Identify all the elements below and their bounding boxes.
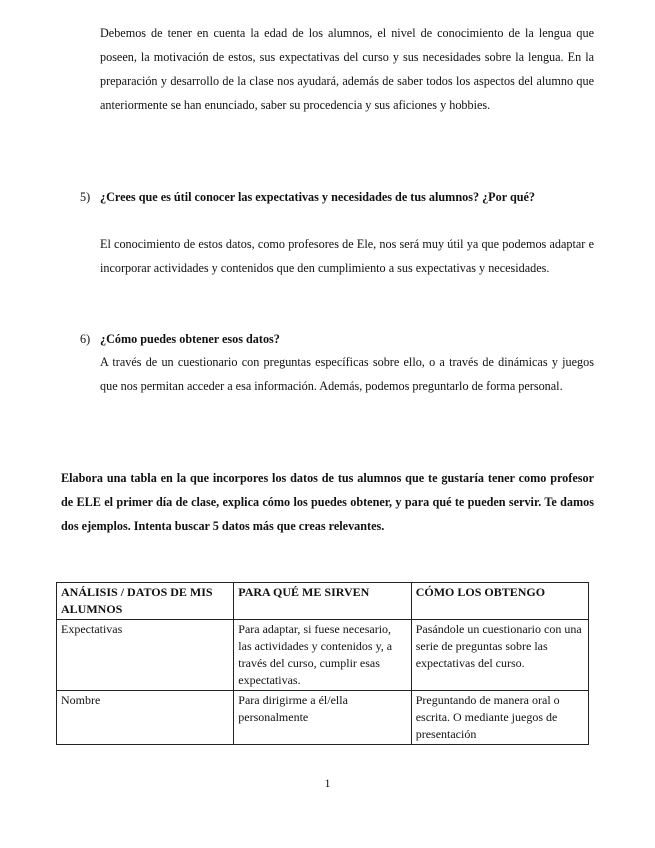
answer-5: El conocimiento de estos datos, como profesores de Ele, nos será muy útil ya que podemos adaptar e incorporar actividades y contenidos que den cumplimiento a sus expectativas y necesidades. bbox=[100, 237, 594, 275]
table-cell: Para adaptar, si fuese necesario, las actividades y contenidos y, a través del curso, cumplir esas expectativas. bbox=[234, 620, 411, 691]
question-6-number: 6) bbox=[80, 332, 91, 346]
table-header-cell: PARA QUÉ ME SIRVEN bbox=[234, 583, 411, 620]
student-data-table bbox=[56, 582, 589, 745]
question-5: ¿Crees que es útil conocer las expectativas y necesidades de tus alumnos? ¿Por qué? bbox=[100, 190, 536, 204]
question-6: ¿Cómo puedes obtener esos datos? bbox=[100, 332, 280, 346]
table-row bbox=[57, 620, 589, 691]
answer-6: A través de un cuestionario con preguntas específicas sobre ello, o a través de dinámicas y juegos que nos permitan acceder a esa información. Además, podemos preguntarlo de forma personal. bbox=[100, 355, 594, 393]
table-header-cell: ANÁLISIS / DATOS DE MIS ALUMNOS bbox=[57, 583, 234, 620]
page-number: 1 bbox=[324, 776, 331, 790]
table-cell: Expectativas bbox=[57, 620, 234, 691]
table-header-row bbox=[57, 583, 589, 620]
table-header-cell: CÓMO LOS OBTENGO bbox=[411, 583, 588, 620]
task-instructions: Elabora una tabla en la que incorpores los datos de tus alumnos que te gustaría tener como profesor de ELE el primer día de clase, explica cómo los puedes obtener, y para qué te pueden servir. Te damos dos ejemplos. Intenta buscar 5 datos más que creas relevantes. bbox=[61, 471, 594, 533]
table-row bbox=[57, 691, 589, 745]
table-cell: Para dirigirme a él/ella personalmente bbox=[234, 691, 411, 745]
question-5-number: 5) bbox=[80, 190, 91, 204]
intro-paragraph: Debemos de tener en cuenta la edad de los alumnos, el nivel de conocimiento de la lengua que poseen, la motivación de estos, sus expectativas del curso y sus necesidades sobre la lengua. En la preparación y desarrollo de la clase nos ayudará, además de saber todos los aspectos del alumno que anteriormente se han enunciado, saber su procedencia y sus aficiones y hobbies. bbox=[100, 26, 594, 112]
table-cell: Preguntando de manera oral o escrita. O mediante juegos de presentación bbox=[411, 691, 588, 745]
table-cell: Pasándole un cuestionario con una serie de preguntas sobre las expectativas del curso. bbox=[411, 620, 588, 691]
table-cell: Nombre bbox=[57, 691, 234, 745]
